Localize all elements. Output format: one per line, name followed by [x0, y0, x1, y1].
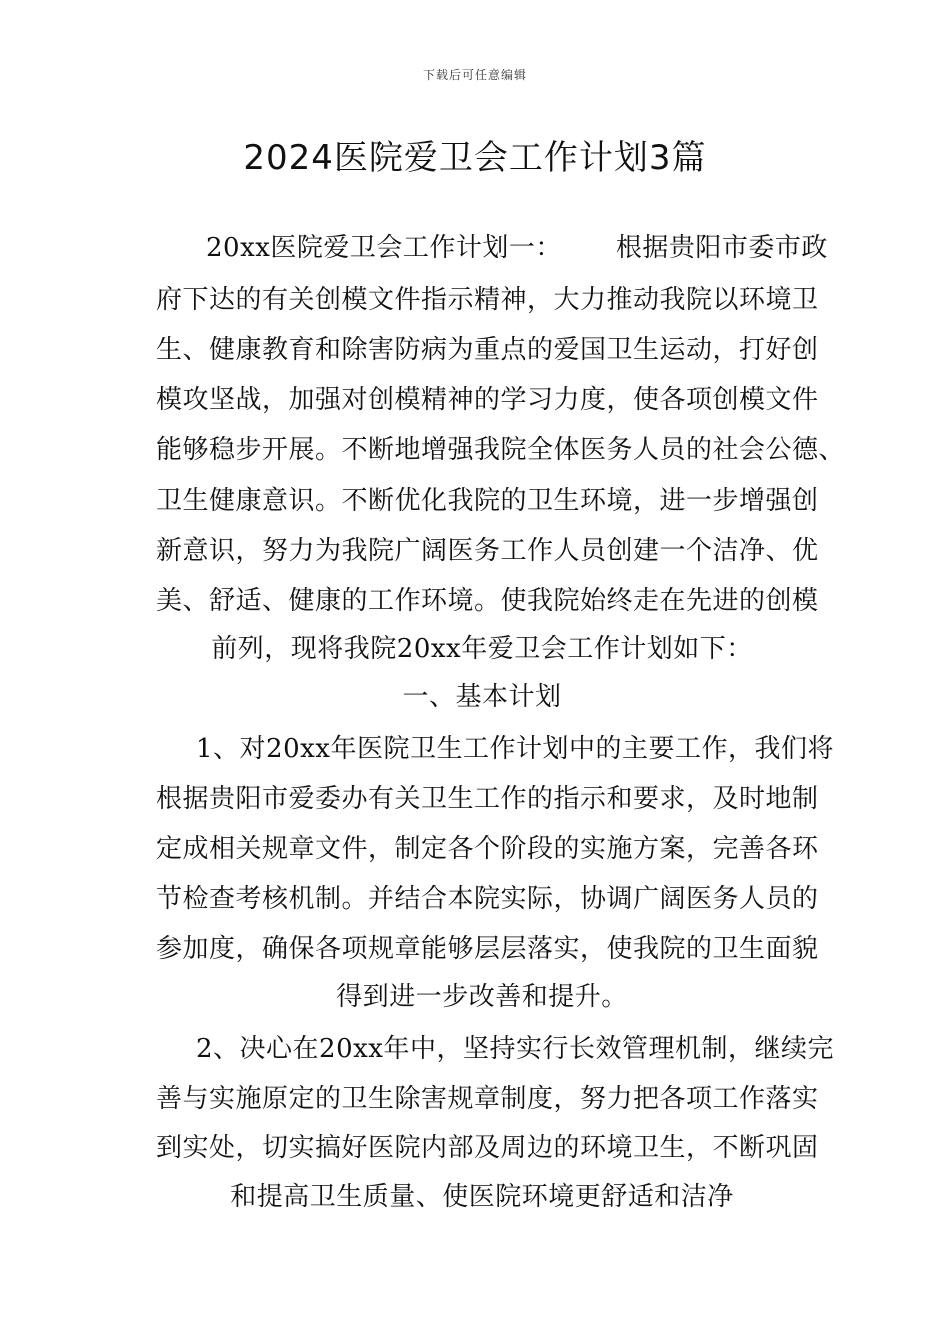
- intro-line: 卫生健康意识。不断优化我院的卫生环境，进一步增强创: [156, 486, 819, 516]
- item1-last-line: 得到进一步改善和提升。: [336, 982, 628, 1012]
- intro-heading: 20xx医院爱卫会工作计划一：: [206, 233, 562, 263]
- item1-first-line: 1、对20xx年医院卫生工作计划中的主要工作，我们将: [196, 734, 834, 764]
- intro-line: 美、舒适、健康的工作环境。使我院始终走在先进的创模: [156, 586, 819, 616]
- intro-line: 府下达的有关创模文件指示精神，大力推动我院以环境卫: [156, 285, 819, 315]
- item2-line: 到实处，切实搞好医院内部及周边的环境卫生，不断巩固: [156, 1133, 819, 1163]
- item2-first-line: 2、决心在20xx年中，坚持实行长效管理机制，继续完: [196, 1034, 834, 1064]
- item1-line: 根据贵阳市爱委办有关卫生工作的指示和要求，及时地制: [156, 784, 819, 814]
- intro-first-line: [156, 228, 828, 268]
- page-header-note: 下载后可任意编辑: [422, 68, 527, 82]
- item1-line: 节检查考核机制。并结合本院实际，协调广阔医务人员的: [156, 884, 819, 914]
- item2-last-line: 和提高卫生质量、使医院环境更舒适和洁净: [230, 1182, 734, 1212]
- intro-line: 新意识，努力为我院广阔医务工作人员创建一个洁净、优: [156, 536, 819, 566]
- document-title: 2024医院爱卫会工作计划3篇: [243, 138, 707, 178]
- intro-line: 生、健康教育和除害防病为重点的爱国卫生运动，打好创: [156, 335, 819, 365]
- item1-line: 定成相关规章文件，制定各个阶段的实施方案，完善各环: [156, 834, 819, 864]
- intro-line: 能够稳步开展。不断地增强我院全体医务人员的社会公德、: [156, 435, 846, 465]
- section-heading: 一、基本计划: [402, 682, 562, 712]
- item1-line: 参加度，确保各项规章能够层层落实，使我院的卫生面貌: [156, 934, 819, 964]
- intro-first-line-text: 根据贵阳市委市政: [615, 233, 828, 263]
- item2-line: 善与实施原定的卫生除害规章制度，努力把各项工作落实: [156, 1084, 819, 1114]
- intro-last-line: 前列，现将我院20xx年爱卫会工作计划如下：: [211, 634, 753, 664]
- intro-line: 模攻坚战，加强对创模精神的学习力度，使各项创模文件: [156, 385, 819, 415]
